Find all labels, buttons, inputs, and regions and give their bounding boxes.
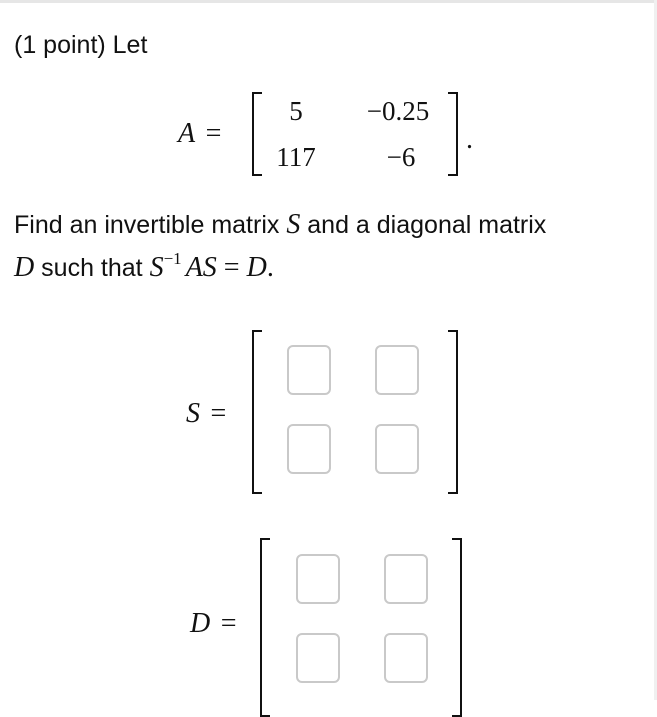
prompt-eq-period: . <box>266 252 274 283</box>
matrix-a-right-bracket <box>448 92 458 176</box>
matrix-a-cell-1-0: 117 <box>276 142 316 172</box>
answer-d-input-0-0[interactable] <box>296 554 340 604</box>
answer-s-input-1-0[interactable] <box>287 424 331 474</box>
answer-s-label-group <box>186 398 226 430</box>
answer-d-label: D <box>190 608 211 639</box>
answer-s-equals: = <box>210 398 227 429</box>
prompt-eq-exponent: −1 <box>163 249 182 268</box>
matrix-a-cell-1-1: −6 <box>386 142 416 172</box>
answer-d-left-bracket <box>260 538 270 717</box>
answer-s-input-0-1[interactable] <box>375 345 419 395</box>
prompt-line-2 <box>14 249 274 286</box>
matrix-a-equals: = <box>205 118 222 149</box>
top-divider <box>0 0 657 3</box>
answer-s-input-1-1[interactable] <box>375 424 419 474</box>
prompt-text-a: Find an invertible matrix <box>14 211 287 239</box>
answer-d-input-1-0[interactable] <box>296 633 340 683</box>
matrix-a-label-group <box>178 118 221 150</box>
problem-header: (1 point) Let <box>14 31 148 59</box>
answer-s-label: S <box>186 398 200 429</box>
prompt-text-b: and a diagonal matrix <box>300 211 547 239</box>
answer-d-equals: = <box>220 608 237 639</box>
prompt-eq-s: S <box>149 252 164 283</box>
matrix-a-label: A <box>178 118 196 149</box>
answer-d-right-bracket <box>452 538 462 717</box>
answer-s-left-bracket <box>252 330 262 494</box>
matrix-a-cell-0-0: 5 <box>289 96 303 126</box>
prompt-line-1 <box>14 210 546 240</box>
answer-s-input-0-0[interactable] <box>287 345 331 395</box>
matrix-a-cell-0-1: −0.25 <box>366 96 430 126</box>
prompt-text-c: such that <box>34 254 150 282</box>
answer-d-input-0-1[interactable] <box>384 554 428 604</box>
prompt-d: D <box>14 252 35 283</box>
prompt-eq-d: D <box>246 252 267 283</box>
matrix-a-left-bracket <box>252 92 262 176</box>
answer-s-right-bracket <box>448 330 458 494</box>
matrix-a-period: . <box>466 124 473 155</box>
answer-d-label-group <box>190 608 236 640</box>
prompt-eq-as: AS <box>185 252 217 283</box>
prompt-s: S <box>286 209 301 240</box>
prompt-eq-equals: = <box>216 252 247 283</box>
answer-d-input-1-1[interactable] <box>384 633 428 683</box>
